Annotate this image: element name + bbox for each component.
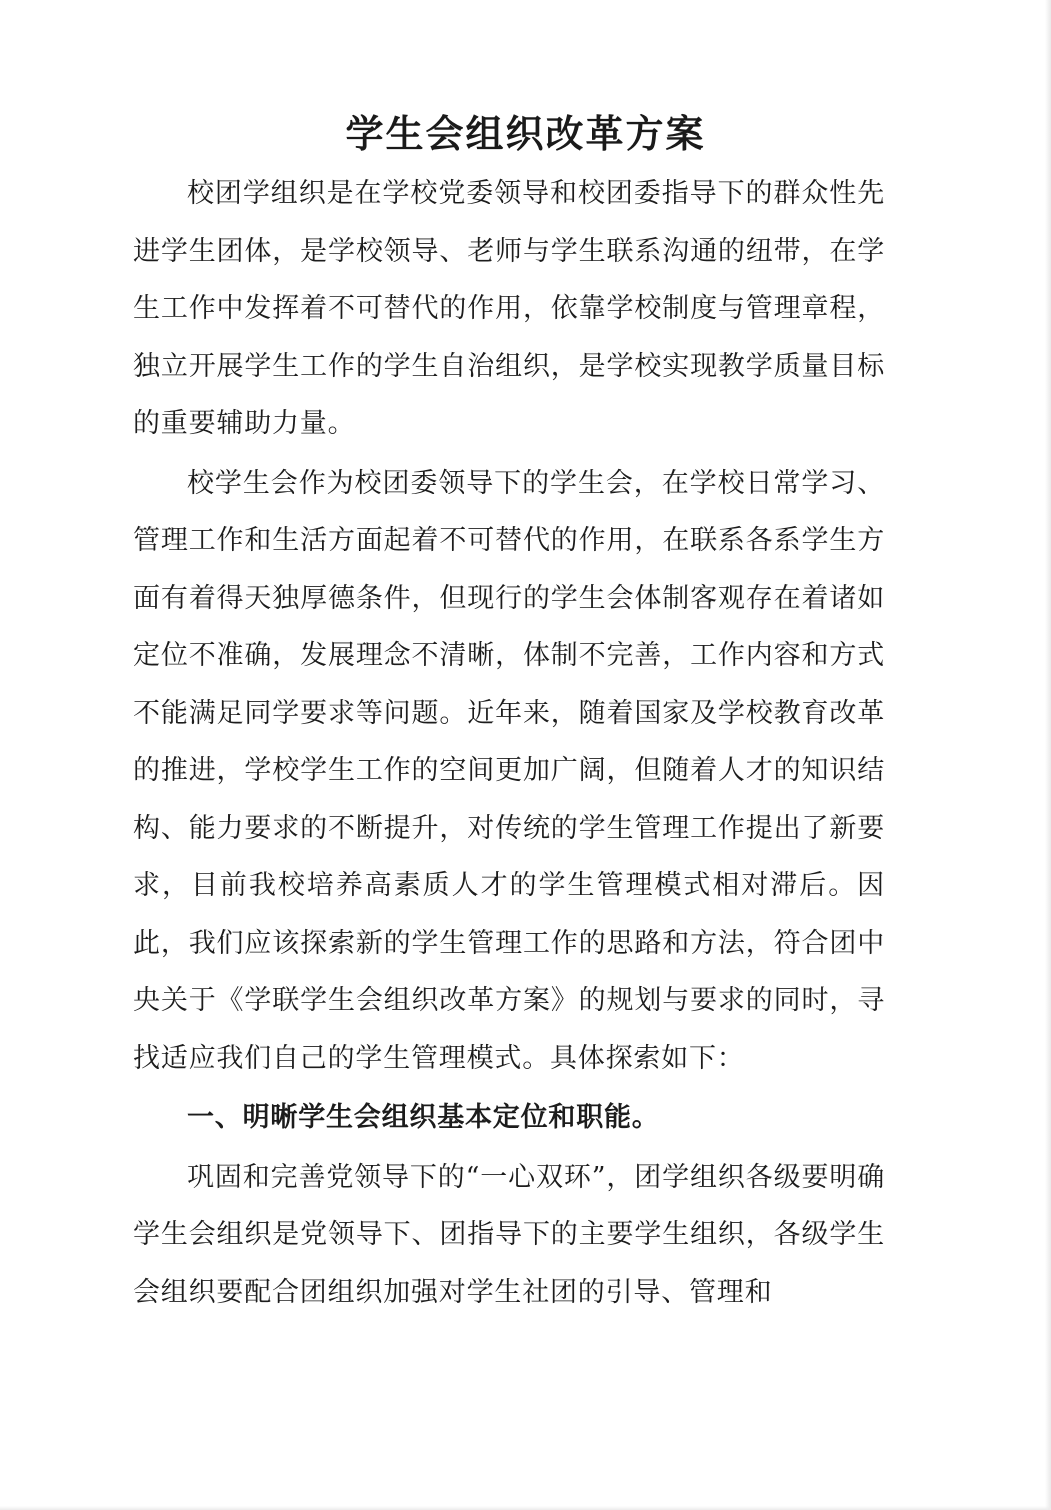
paragraph-intro: 校团学组织是在学校党委领导和校团委指导下的群众性先进学生团体，是学校领导、老师与学生联系沟通的纽带，在学生工作中发挥着不可替代的作用，依靠学校制度与管理章程，独立开展学生工作的学生自治组织，是学校实现教学质量目标的重要辅助力量。 [133, 178, 885, 439]
section-paragraph: 巩固和完善党领导下的“一心双环”，团学组织各级要明确学生会组织是党领导下、团指导下的主要学生组织，各级学生会组织要配合团组织加强对学生社团的引导、管理和 [133, 1161, 885, 1308]
section-heading: 一、明晰学生会组织基本定位和职能。 [187, 1102, 660, 1133]
paragraph-background: 校学生会作为校团委领导下的学生会，在学校日常学习、管理工作和生活方面起着不可替代的作用，在联系各系学生方面有着得天独厚德条件，但现行的学生会体制客观存在着诸如定位不准确，发展理念不清晰，体制不完善，工作内容和方式不能满足同学要求等问题。近年来，随着国家及学校教育改革的推进，学校学生工作的空间更加广阔，但随着人才的知识结构、能力要求的不断提升，对传统的学生管理工作提出了新要求，目前我校培养高素质人才的学生管理模式相对滞后。因此，我们应该探索新的学生管理工作的思路和方法，符合团中央关于《学联学生会组织改革方案》的规划与要求的同时，寻找适应我们自己的学生管理模式。具体探索如下： [133, 467, 885, 1074]
document-body [133, 165, 885, 1321]
scan-edge-bottom-shadow [0, 1506, 1051, 1510]
scan-edge-shadow [1045, 0, 1051, 1510]
document-title: 学生会组织改革方案 [345, 112, 706, 156]
